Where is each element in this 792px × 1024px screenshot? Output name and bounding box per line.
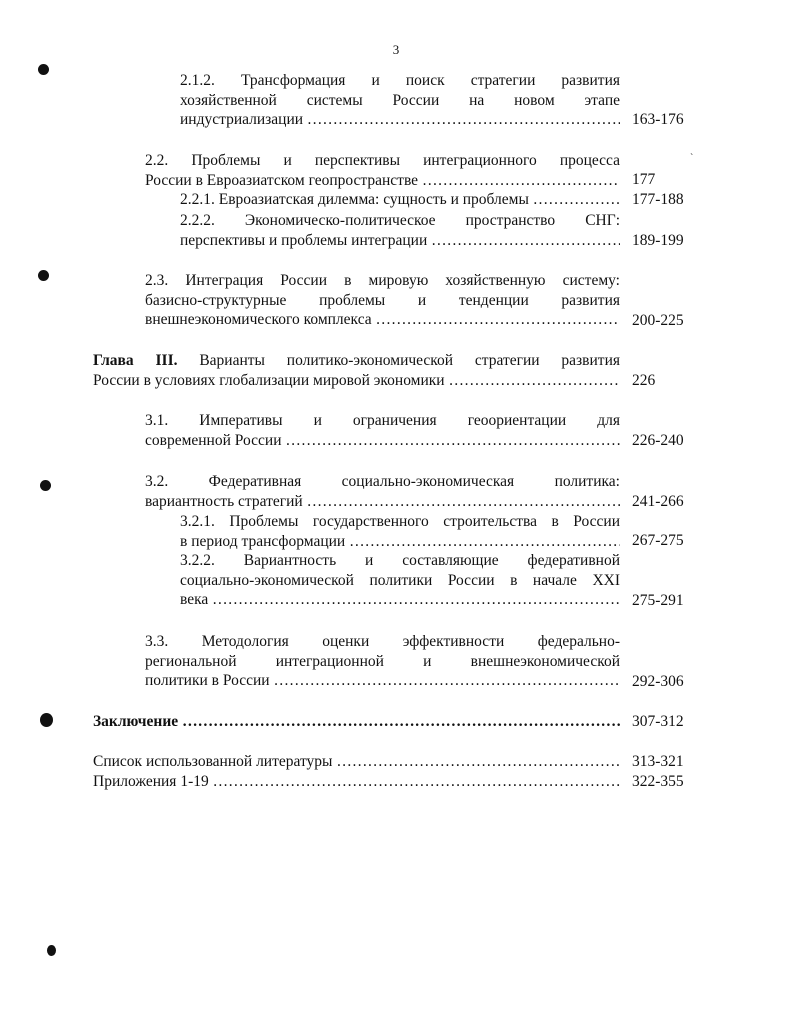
toc-line: внешнеэкономического комплекса ……………………………………………………………………………………………………………………………… <box>145 310 620 330</box>
toc-line: 3.2. Федеративная социально-экономическая политика: <box>145 473 620 490</box>
toc-page-range: 322-355 <box>632 773 684 790</box>
toc-line: социально-экономической политики России в начале XXI <box>180 571 620 589</box>
toc-page-range: 177 <box>632 171 656 188</box>
toc-line: индустриализации ……………………………………………………………………………………………………………………………… <box>180 110 620 130</box>
toc-line: 3.3. Методология оценки эффективности федерально- <box>145 633 620 650</box>
toc-entry-3-2-1 <box>180 512 620 551</box>
toc-line: 2.2. Проблемы и перспективы интеграционного процесса <box>145 152 620 169</box>
margin-mark <box>40 480 51 491</box>
toc-line: века ……………………………………………………………………………………………………………………………… <box>180 590 620 610</box>
toc-line: Список использованной литературы ……………………………………………………………………………………………………………………………… <box>93 752 620 772</box>
toc-page-range: 226 <box>632 372 656 389</box>
toc-line: перспективы и проблемы интеграции ……………………………………………………………………………………………………………………………… <box>180 231 620 251</box>
toc-entry-3-2 <box>145 472 620 511</box>
toc-page-range: 163-176 <box>632 111 684 128</box>
toc-entry-conclusion <box>93 712 620 732</box>
toc-line: 2.1.2. Трансформация и поиск стратегии развития <box>180 72 620 89</box>
toc-page-range: 200-225 <box>632 312 684 329</box>
toc-page-range: 275-291 <box>632 592 684 609</box>
toc-line: 2.2.1. Евроазиатская дилемма: сущность и проблемы ……………………………………………………………………………………………………………………………… <box>180 190 620 210</box>
margin-mark <box>38 64 49 75</box>
toc-entry-appendices <box>93 772 620 792</box>
toc-page-range: 226-240 <box>632 432 684 449</box>
toc-line: вариантность стратегий ……………………………………………………………………………………………………………………………… <box>145 492 620 512</box>
toc-line: хозяйственной системы России на новом этапе <box>180 91 620 109</box>
chapter-label: Глава III. <box>93 352 178 369</box>
toc-line: 3.2.1. Проблемы государственного строительства в России <box>180 513 620 530</box>
stray-mark: ` <box>690 153 694 164</box>
margin-mark <box>40 713 53 727</box>
toc-line <box>93 351 620 371</box>
toc-line: региональной интеграционной и внешнеэкономической <box>145 652 620 670</box>
toc-entry-2-2-2 <box>180 211 620 250</box>
toc-line: Заключение ……………………………………………………………………………………………………………………………… <box>93 712 620 732</box>
toc-line: базисно-структурные проблемы и тенденции развития <box>145 291 620 309</box>
toc-line: современной России ……………………………………………………………………………………………………………………………… <box>145 431 620 451</box>
toc-entry-2-2 <box>145 151 620 190</box>
toc-entry-3-3 <box>145 632 620 691</box>
toc-page-range: 292-306 <box>632 673 684 690</box>
toc-page-range: 189-199 <box>632 232 684 249</box>
toc-line: 3.2.2. Вариантность и составляющие федеративной <box>180 552 620 569</box>
toc-entry-2-3 <box>145 271 620 330</box>
toc-page-range: 267-275 <box>632 532 684 549</box>
toc-entry-3-1 <box>145 411 620 450</box>
toc-page-range: 313-321 <box>632 753 684 770</box>
toc-line: России в Евроазиатском геопространстве ……………………………………………………………………………………………………………………………… <box>145 171 620 191</box>
toc-line: России в условиях глобализации мировой экономики ……………………………………………………………………………………………………………………………… <box>93 371 620 391</box>
toc-entry-bibliography <box>93 752 620 772</box>
toc-line: Приложения 1-19 ……………………………………………………………………………………………………………………………… <box>93 772 620 792</box>
toc-page-range: 177-188 <box>632 191 684 208</box>
toc-entry-2-1-2 <box>180 71 620 130</box>
toc-entry-2-2-1 <box>180 190 620 210</box>
toc-line: политики в России ……………………………………………………………………………………………………………………………… <box>145 671 620 691</box>
toc-line: 2.3. Интеграция России в мировую хозяйственную систему: <box>145 272 620 289</box>
toc-page-range: 241-266 <box>632 493 684 510</box>
toc-entry-chapter-3 <box>93 351 620 390</box>
toc-line: 3.1. Императивы и ограничения геоориентации для <box>145 412 620 429</box>
chapter-title: Варианты политико-экономической стратегии развития <box>177 352 620 369</box>
toc-page-range: 307-312 <box>632 713 684 730</box>
toc-line: в период трансформации ……………………………………………………………………………………………………………………………… <box>180 532 620 552</box>
margin-mark <box>38 270 49 281</box>
margin-mark <box>47 945 56 956</box>
page-number: 3 <box>392 42 400 57</box>
toc-line: 2.2.2. Экономическо-политическое пространство СНГ: <box>180 212 620 229</box>
toc-entry-3-2-2 <box>180 551 620 610</box>
